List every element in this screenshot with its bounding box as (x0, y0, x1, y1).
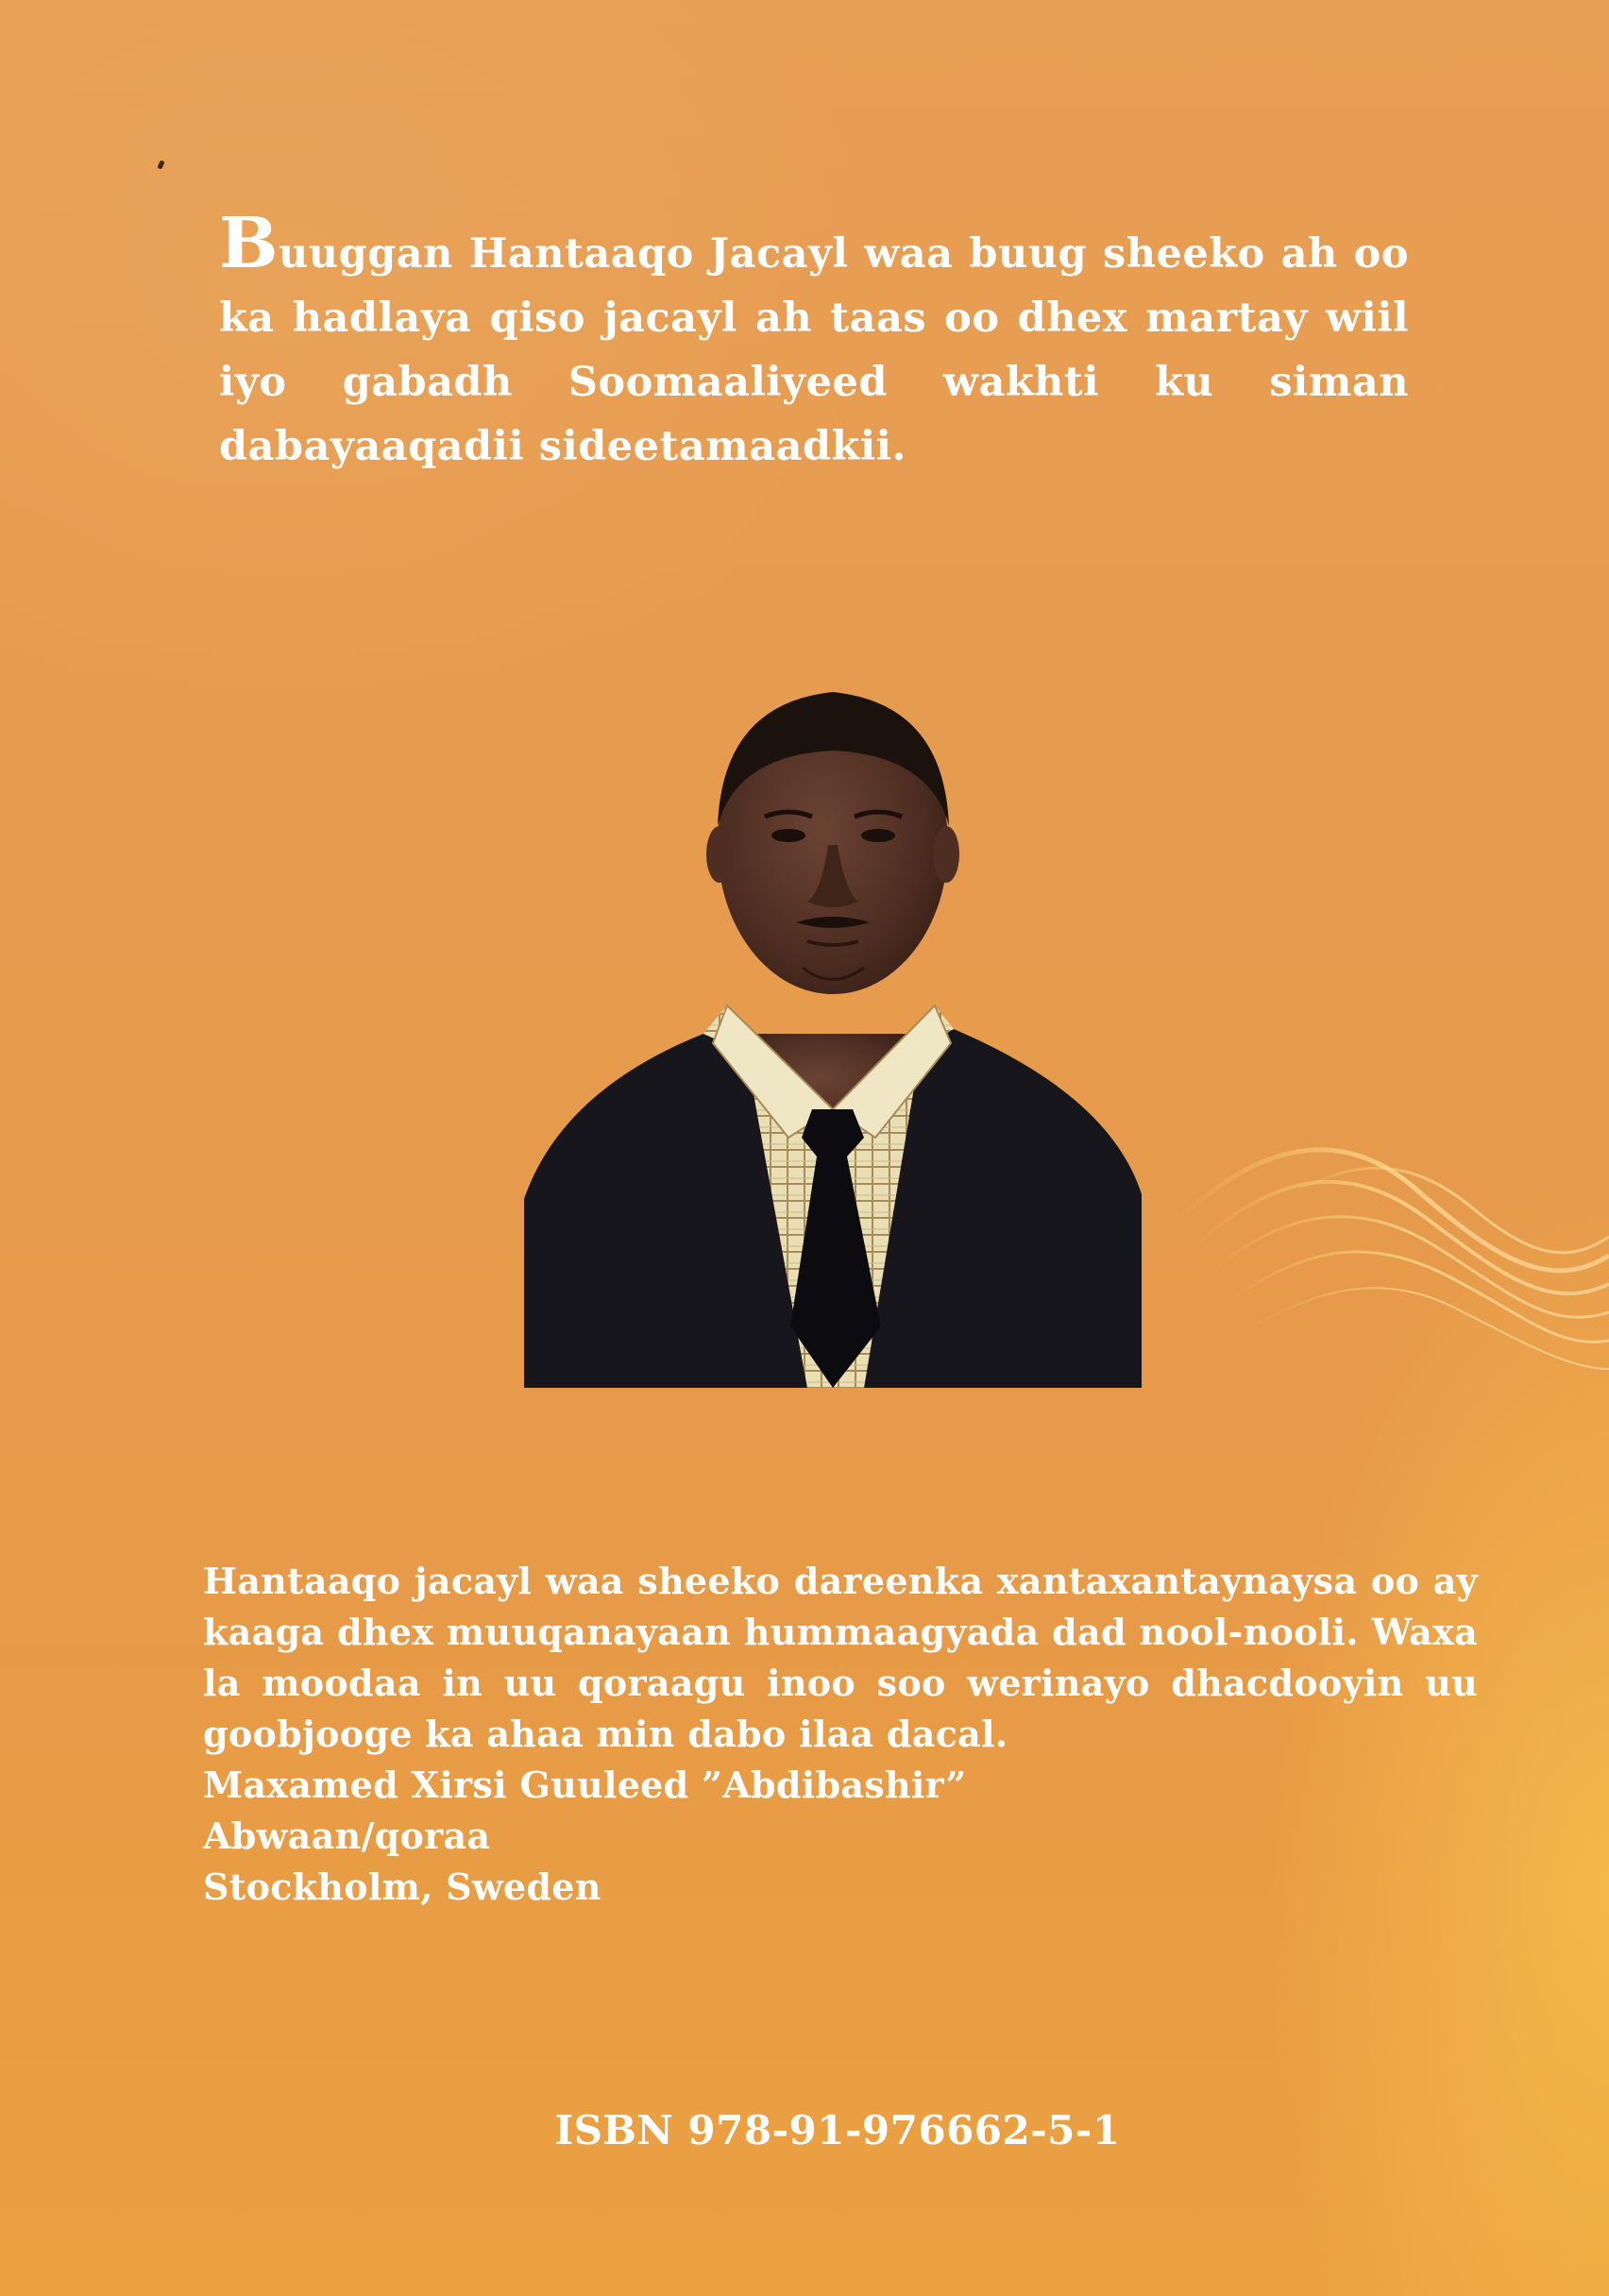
reviewer-location: Stockholm, Sweden (203, 1866, 601, 1908)
cover-blurb (219, 203, 1409, 479)
review-quote (203, 1556, 1478, 1913)
blurb-text: uuggan Hantaaqo Jacayl waa buug sheeko ah oo ka hadlaya qiso jacayl ah taas oo dhex martay wiil iyo gabadh Soomaaliyeed wakhti ku siman dabayaaqadii sideetamaadkii. (219, 230, 1409, 470)
isbn (0, 2107, 1609, 2153)
author-portrait (524, 666, 1142, 1388)
review-text: Hantaaqo jacayl waa sheeko dareenka xantaxantaynaysa oo ay kaaga dhex muuqanayaan hummaagyada dad nool-nooli. Waxa la moodaa in uu qoraagu inoo soo werinayo dhacdooyin uu goobjooge ka ahaa min dabo ilaa dacal. (203, 1560, 1478, 1755)
reviewer-title: Abwaan/qoraa (203, 1815, 491, 1857)
decorative-swoosh (1171, 1086, 1609, 1577)
reviewer-name: Maxamed Xirsi Guuleed ”Abdibashir” (203, 1764, 967, 1806)
isbn-text: ISBN 978-91-976662-5-1 (554, 2107, 1121, 2153)
drop-cap: B (219, 203, 279, 284)
print-speck (157, 160, 164, 169)
